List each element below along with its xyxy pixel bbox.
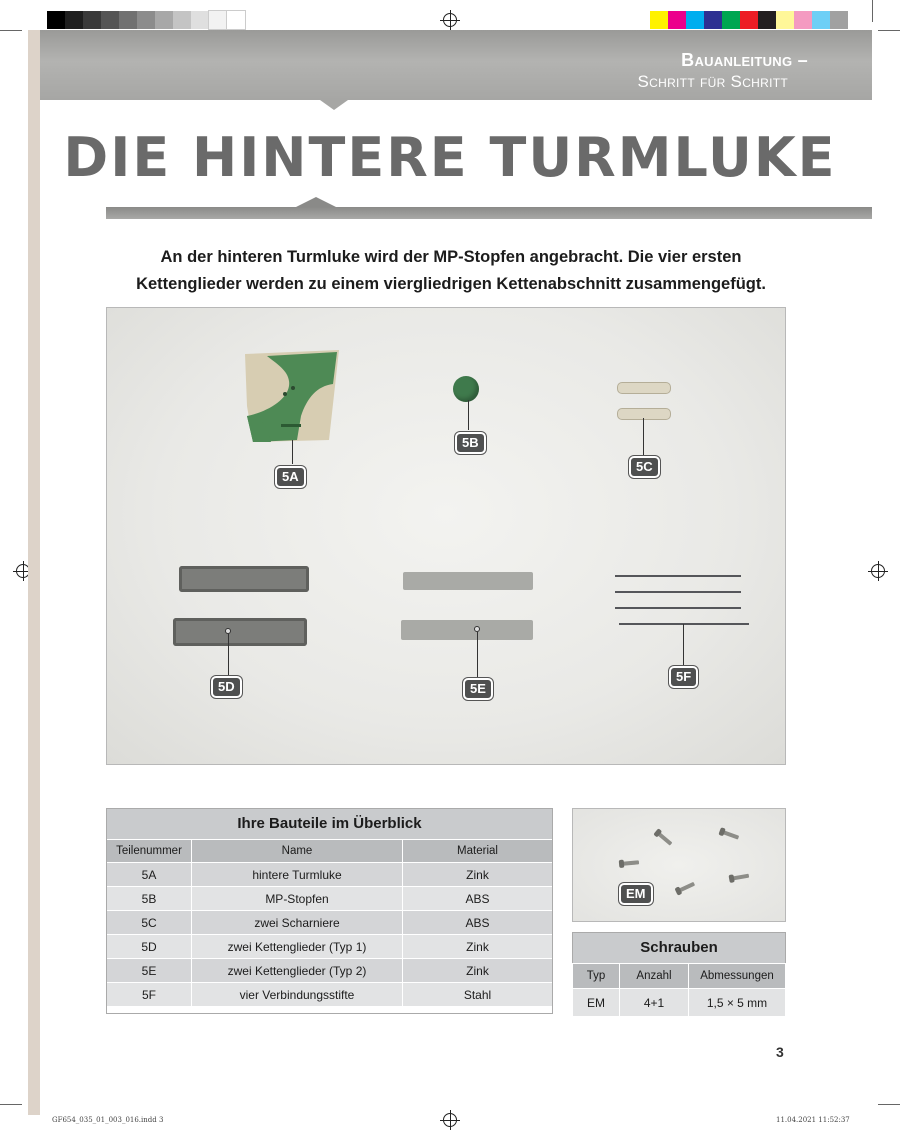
table-cell: ABS (403, 911, 553, 935)
column-header: Material (403, 840, 553, 863)
table-cell: vier Verbindungsstifte (192, 983, 403, 1007)
leader-line (468, 400, 469, 430)
table-cell: ABS (403, 887, 553, 911)
plug-part-image (453, 376, 479, 402)
table-cell: zwei Scharniere (192, 911, 403, 935)
table-cell: 5A (107, 863, 192, 887)
table-cell: 5C (107, 911, 192, 935)
table-cell: MP-Stopfen (192, 887, 403, 911)
label-5d: 5D (211, 676, 242, 698)
column-header: Typ (573, 964, 620, 989)
page-title: DIE HINTERE TURMLUKE (63, 126, 837, 189)
parts-photo (106, 307, 786, 765)
hinge-part-image (617, 382, 671, 394)
label-5a: 5A (275, 466, 306, 488)
table-cell: zwei Kettenglieder (Typ 1) (192, 935, 403, 959)
table-row (573, 989, 786, 1017)
parts-table-caption: Ihre Bauteile im Überblick (106, 808, 553, 839)
leader-line (643, 418, 644, 456)
crop-mark (0, 1104, 22, 1105)
screws-photo (572, 808, 786, 922)
label-5c: 5C (629, 456, 660, 478)
label-5b: 5B (455, 432, 486, 454)
table-cell: 5D (107, 935, 192, 959)
table-row (107, 911, 553, 935)
table-row (107, 887, 553, 911)
track-link-type1-image (173, 618, 307, 646)
track-link-type1-image (179, 566, 309, 592)
crop-mark (878, 30, 900, 31)
table-cell: 4+1 (620, 989, 689, 1017)
table-cell: Zink (403, 935, 553, 959)
table-cell: Zink (403, 959, 553, 983)
table-cell: Stahl (403, 983, 553, 1007)
hatch-part-image (237, 346, 347, 446)
table-cell: Zink (403, 863, 553, 887)
parts-table (106, 808, 553, 1007)
table-row (107, 983, 553, 1007)
pin-part-image (619, 623, 749, 625)
label-5f: 5F (669, 666, 698, 688)
registration-mark-bottom (443, 1113, 457, 1127)
screws-table-caption: Schrauben (572, 932, 786, 963)
table-cell: zwei Kettenglieder (Typ 2) (192, 959, 403, 983)
print-slug-filename: GF654_035_01_003_016.indd 3 (52, 1116, 164, 1124)
label-5e: 5E (463, 678, 493, 700)
pin-part-image (615, 575, 741, 577)
table-cell: 1,5 × 5 mm (689, 989, 786, 1017)
track-link-type2-image (401, 620, 533, 640)
table-cell: 5F (107, 983, 192, 1007)
title-divider (106, 207, 872, 219)
crop-mark (878, 1104, 900, 1105)
header-line-2: Schritt für Schritt (637, 72, 788, 91)
grayscale-color-bar (47, 11, 245, 29)
column-header: Name (192, 840, 403, 863)
registration-mark-right (871, 564, 885, 578)
hinge-part-image (617, 408, 671, 420)
pin-part-image (615, 607, 741, 609)
screw-image (733, 874, 749, 881)
crop-mark (872, 0, 873, 22)
track-link-type2-image (403, 572, 533, 590)
column-header: Abmessungen (689, 964, 786, 989)
leader-line (683, 624, 684, 666)
binding-strip (28, 30, 40, 1115)
intro-paragraph: An der hinteren Turmluke wird der MP-Stopfen angebracht. Die vier ersten Kettenglieder werden zu einem viergliedrigen Kettenabschnitt zusammengefügt. (136, 248, 766, 293)
screw-image (658, 832, 673, 845)
leader-line (228, 634, 229, 676)
crop-mark (0, 30, 22, 31)
header-line-1: Bauanleitung – (681, 50, 808, 70)
page-number: 3 (776, 1044, 784, 1060)
table-cell: hintere Turmluke (192, 863, 403, 887)
column-header: Teilenummer (107, 840, 192, 863)
screw-image (623, 860, 639, 865)
table-cell: 5E (107, 959, 192, 983)
pin-part-image (615, 591, 741, 593)
leader-line (477, 632, 478, 678)
print-slug-timestamp: 11.04.2021 11:52:37 (776, 1116, 850, 1124)
column-header: Anzahl (620, 964, 689, 989)
table-row (107, 959, 553, 983)
table-row (107, 935, 553, 959)
screws-table (572, 932, 786, 1017)
table-cell: 5B (107, 887, 192, 911)
process-color-bar (650, 11, 848, 29)
table-row (107, 863, 553, 887)
label-em: EM (619, 883, 653, 905)
leader-line (292, 440, 293, 464)
screw-image (723, 830, 739, 839)
table-cell: EM (573, 989, 620, 1017)
screw-image (679, 882, 695, 892)
registration-mark-top (443, 13, 457, 27)
